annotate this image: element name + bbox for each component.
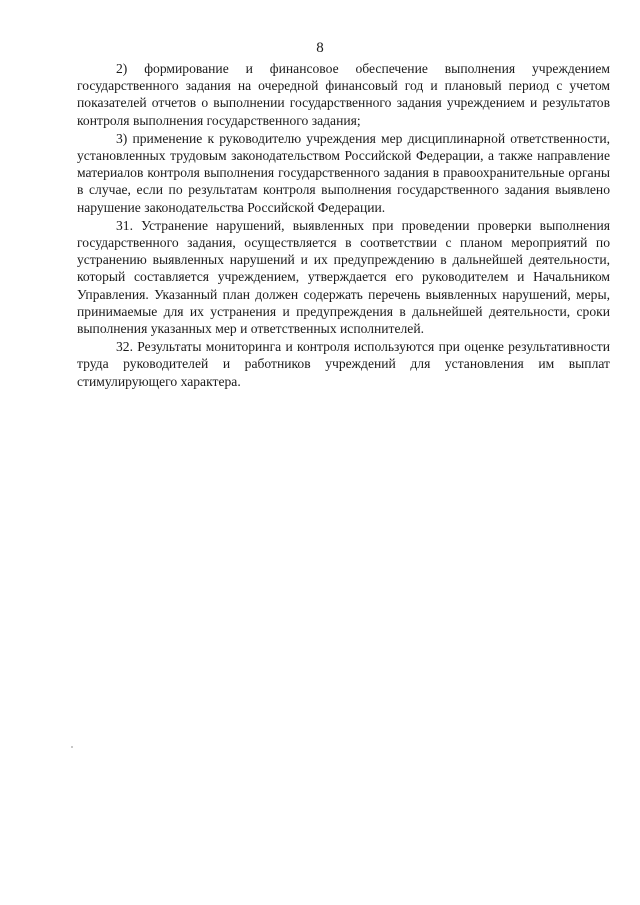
paragraph-clause-31: 31. Устранение нарушений, выявленных при проведении проверки выполнения государственного задания, осуществляется в соответствии с планом мероприятий по устранению выявленных нарушений и их предупреждению в дальнейшей деятельности, который составляется учреждением, утверждается его руководителем и Начальником Управления. Указанный план должен содержать перечень выявленных нарушений, меры, принимаемые для их устранения и предупреждения в дальнейшей деятельности, сроки выполнения указанных мер и ответственных исполнителей.	[77, 217, 610, 337]
page-number: 8	[316, 40, 324, 56]
paragraph-clause-32: 32. Результаты мониторинга и контроля используются при оценке результативности труда руководителей и работников учреждений для установления им выплат стимулирующего характера.	[77, 339, 610, 389]
paragraph-item-2: 2) формирование и финансовое обеспечение выполнения учреждением государственного задания на очередной финансовый год и плановый период с учетом показателей отчетов о выполнении государственного задания учреждением и результатов контроля выполнения государственного задания;	[77, 61, 610, 128]
document-body	[77, 60, 610, 390]
scan-artifact	[71, 746, 73, 748]
paragraph-item-3: 3) применение к руководителю учреждения мер дисциплинарной ответственности, установленных трудовым законодательством Российской Федерации, а также направление материалов контроля выполнения государственного задания в правоохранительные органы в случае, если по результатам контроля выполнения государственного задания выявлено нарушение законодательства Российской Федерации.	[77, 130, 610, 215]
